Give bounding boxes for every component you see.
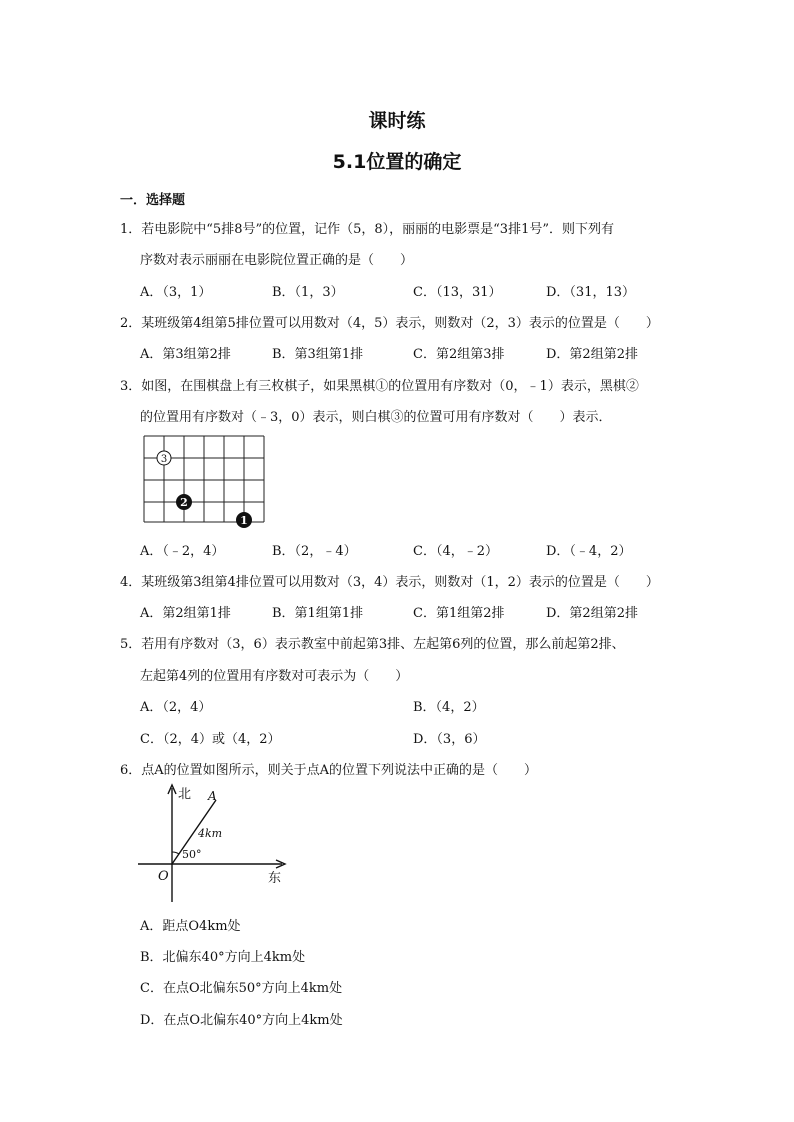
question-1-option-a[interactable]: A．（3，1） bbox=[140, 285, 212, 300]
question-5-line-1: 5．若用有序数对（3，6）表示教室中前起第3排、左起第6列的位置，那么前起第2排、 bbox=[120, 637, 625, 652]
question-2-option-b[interactable]: B．第3组第1排 bbox=[272, 347, 364, 362]
north-label: 北 bbox=[178, 787, 192, 802]
question-2-option-a[interactable]: A．第3组第2排 bbox=[140, 347, 231, 362]
question-2-option-d[interactable]: D．第2组第2排 bbox=[546, 347, 638, 362]
angle-arc bbox=[172, 852, 179, 854]
go-board-grid bbox=[144, 436, 264, 522]
question-3-line-1: 3．如图，在围棋盘上有三枚棋子，如果黑棋①的位置用有序数对（0，﹣1）表示，黑棋② bbox=[120, 379, 639, 394]
point-a-label: A bbox=[208, 789, 217, 803]
question-6-option-c[interactable]: C．在点O北偏东50°方向上4km处 bbox=[140, 981, 343, 996]
question-6-option-b[interactable]: B．北偏东40°方向上4km处 bbox=[140, 950, 306, 965]
question-5-option-d[interactable]: D．（3，6） bbox=[413, 732, 486, 747]
direction-figure bbox=[136, 782, 296, 906]
go-board-figure bbox=[140, 432, 270, 528]
origin-label: O bbox=[158, 869, 169, 884]
east-label: 东 bbox=[268, 871, 282, 886]
question-4-option-a[interactable]: A．第2组第1排 bbox=[140, 606, 231, 621]
question-4-line-1: 4．某班级第3组第4排位置可以用数对（3，4）表示，则数对（1，2）表示的位置是（ ） bbox=[120, 575, 659, 590]
question-1-option-c[interactable]: C．（13，31） bbox=[413, 285, 502, 300]
question-3-option-a[interactable]: A．（﹣2，4） bbox=[140, 544, 225, 559]
question-2-line-1: 2．某班级第4组第5排位置可以用数对（4，5）表示，则数对（2，3）表示的位置是（ ） bbox=[120, 316, 659, 331]
question-6-line-1: 6．点A的位置如图所示，则关于点A的位置下列说法中正确的是（ ） bbox=[120, 763, 538, 778]
black-stone-2-label: 2 bbox=[180, 496, 188, 509]
page-subtitle: 5.1位置的确定 bbox=[332, 151, 462, 173]
question-1-option-d[interactable]: D．（31，13） bbox=[546, 285, 636, 300]
question-5-option-c[interactable]: C．（2，4）或（4，2） bbox=[140, 732, 281, 747]
distance-label: 4km bbox=[198, 827, 223, 840]
question-1-line-1: 1．若电影院中“5排8号”的位置，记作（5，8），丽丽的电影票是“3排1号”．则下列有 bbox=[120, 222, 614, 237]
white-stone-3-label: 3 bbox=[160, 454, 168, 465]
question-2-option-c[interactable]: C．第2组第3排 bbox=[413, 347, 505, 362]
question-3-option-d[interactable]: D．（﹣4，2） bbox=[546, 544, 632, 559]
page-title: 课时练 bbox=[368, 110, 426, 132]
question-5-line-2: 左起第4列的位置用有序数对可表示为（ ） bbox=[140, 669, 409, 684]
question-4-option-d[interactable]: D．第2组第2排 bbox=[546, 606, 638, 621]
question-3-option-c[interactable]: C．（4，﹣2） bbox=[413, 544, 498, 559]
question-6-option-a[interactable]: A．距点O4km处 bbox=[140, 919, 241, 934]
question-5-option-a[interactable]: A．（2，4） bbox=[140, 700, 212, 715]
question-3-line-2: 的位置用有序数对（﹣3，0）表示，则白棋③的位置可用有序数对（ ）表示． bbox=[140, 410, 612, 425]
angle-label: 50° bbox=[182, 848, 202, 861]
section-heading: 一．选择题 bbox=[120, 193, 186, 208]
question-1-option-b[interactable]: B．（1，3） bbox=[272, 285, 344, 300]
question-1-line-2: 序数对表示丽丽在电影院位置正确的是（ ） bbox=[140, 253, 414, 268]
question-5-option-b[interactable]: B．（4，2） bbox=[413, 700, 485, 715]
question-6-option-d[interactable]: D．在点O北偏东40°方向上4km处 bbox=[140, 1013, 343, 1028]
question-4-option-c[interactable]: C．第1组第2排 bbox=[413, 606, 505, 621]
question-3-option-b[interactable]: B．（2，﹣4） bbox=[272, 544, 357, 559]
question-4-option-b[interactable]: B．第1组第1排 bbox=[272, 606, 364, 621]
black-stone-1-label: 1 bbox=[240, 514, 248, 527]
